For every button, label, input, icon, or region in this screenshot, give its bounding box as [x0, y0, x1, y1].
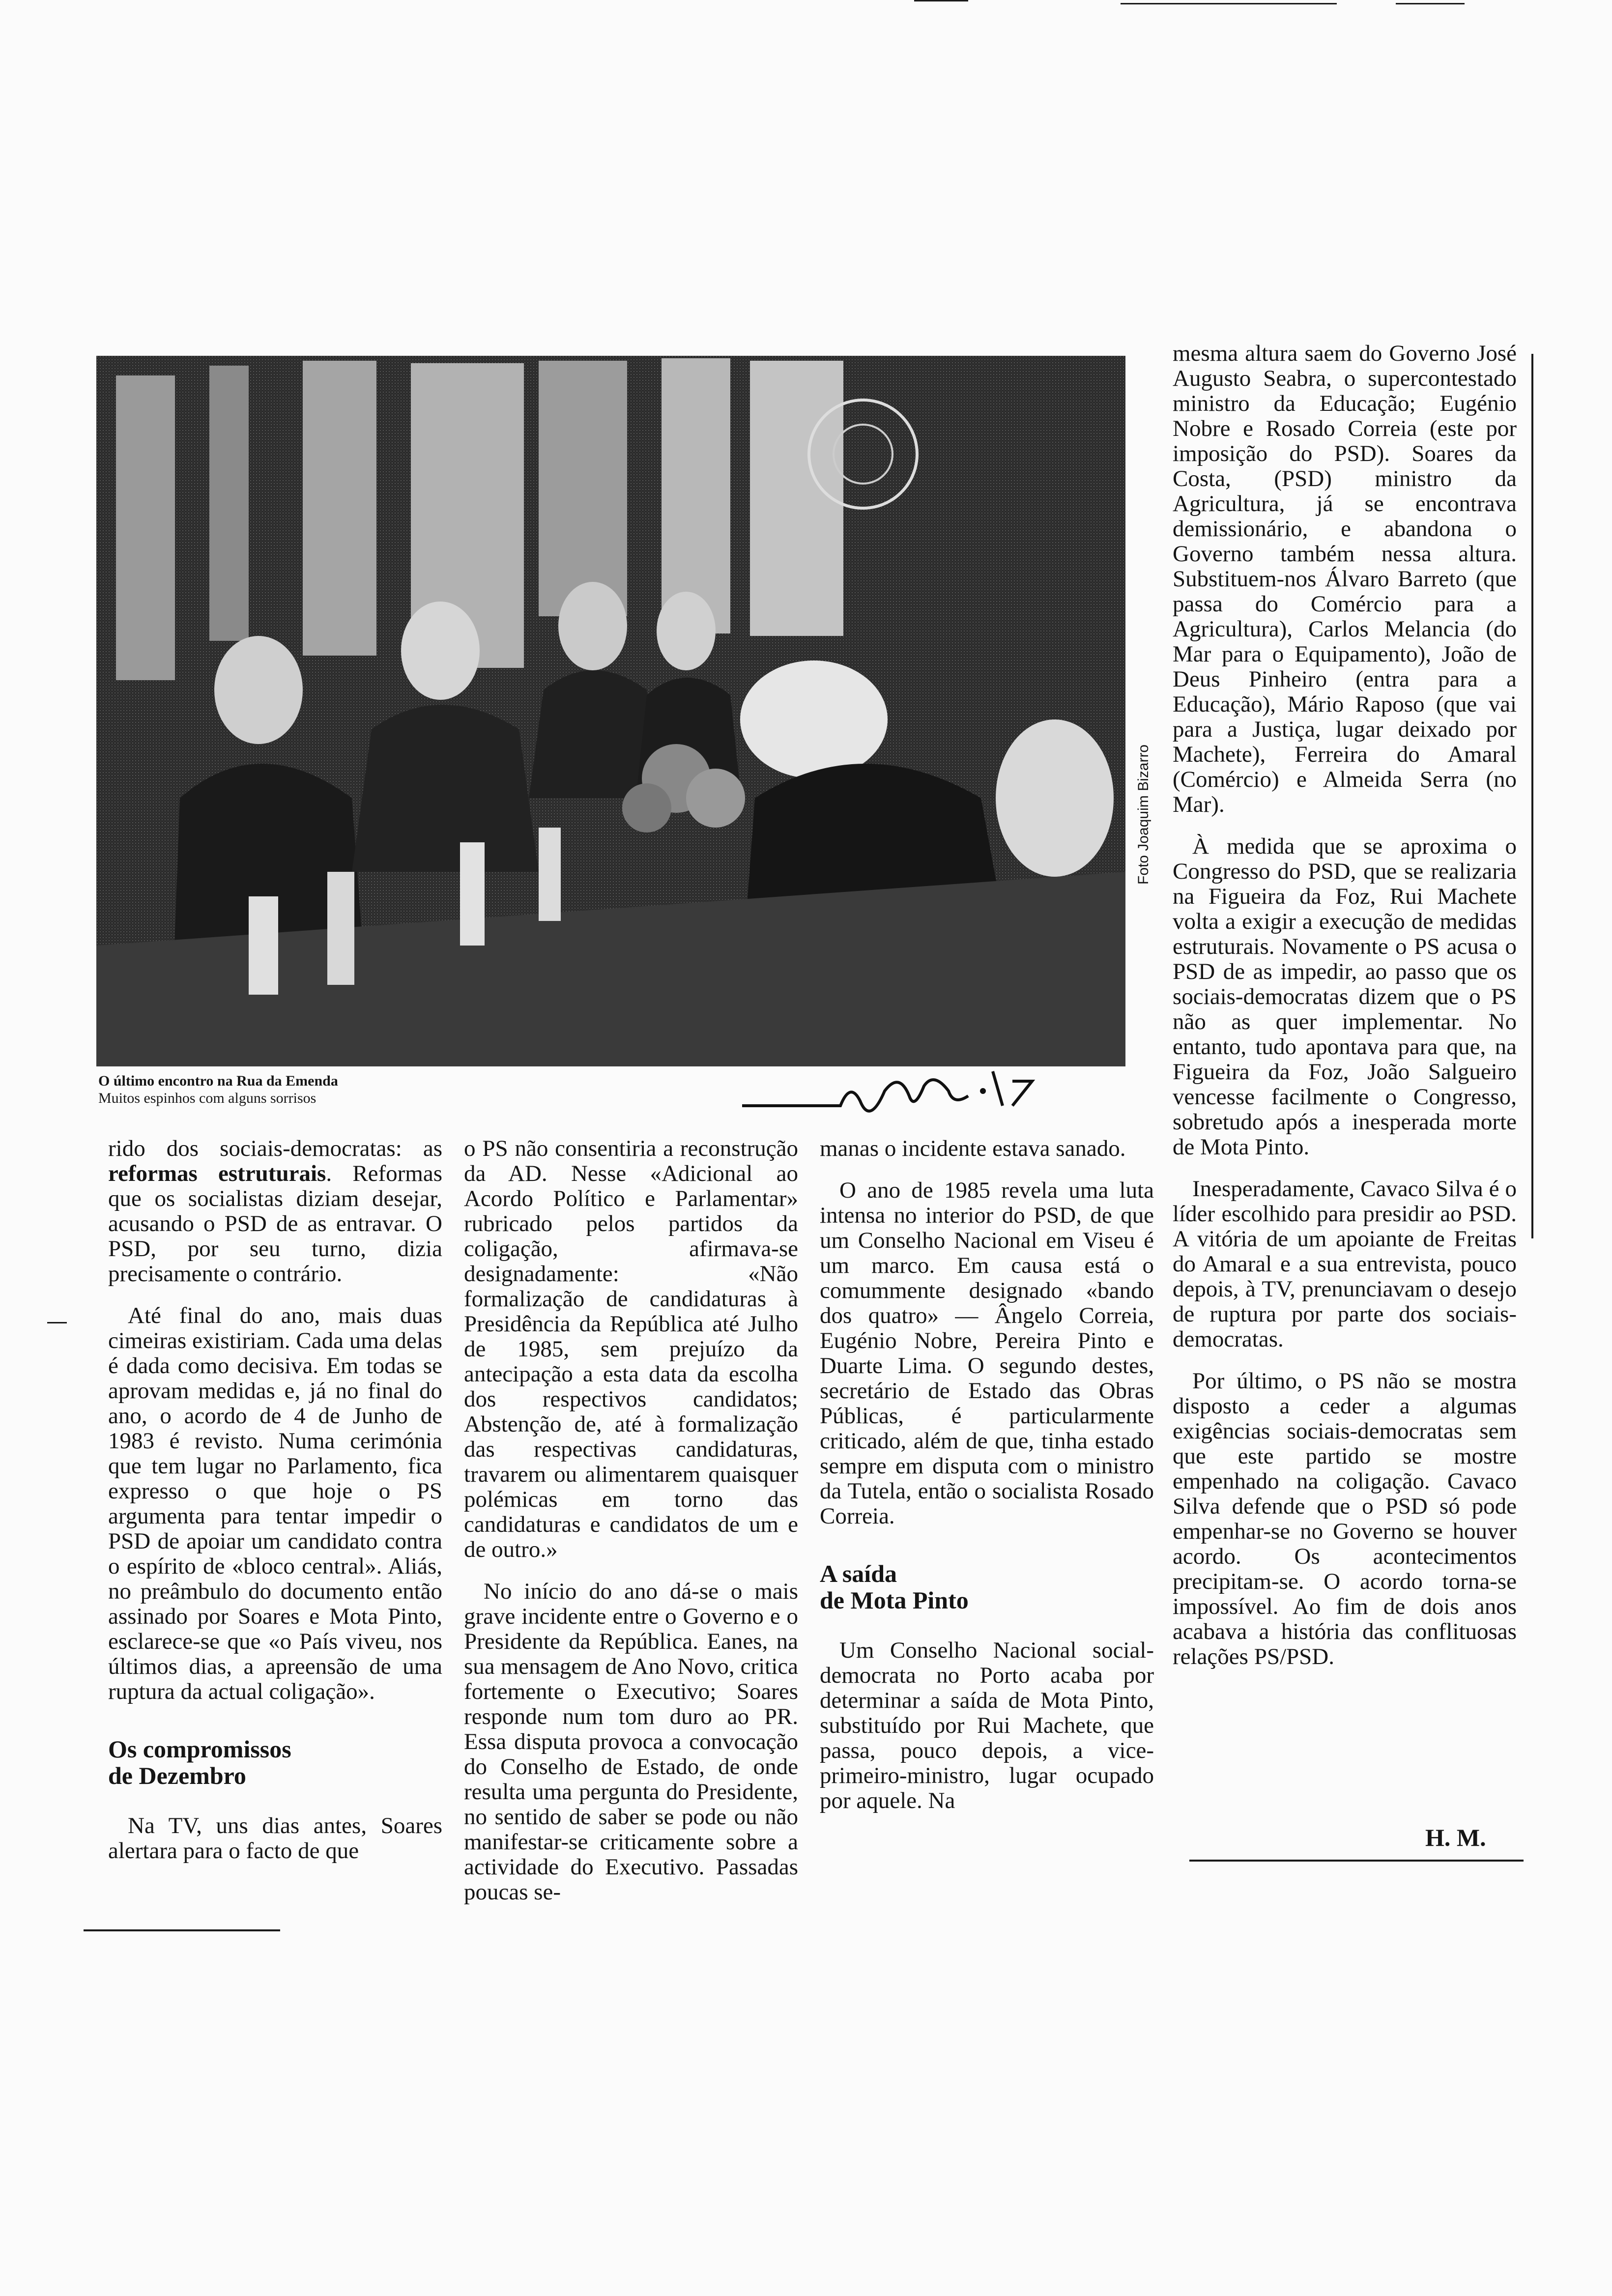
article-column-2: [464, 1136, 798, 1905]
col2-paragraph-2: No início do ano dá-se o mais grave incidente entre o Governo e o Presidente da República. Eanes, na sua mensagem de Ano Novo, critica fortemente o Executivo; Soares responde num tom duro ao PR. Essa disputa provoca a convocação do Conselho de Estado, de onde resulta uma pergunta do Presidente, no sentido de saber se pode ou não manifestar-se criticamente sobre a actividade do Executivo. Passadas poucas se-: [464, 1578, 798, 1905]
article-column-1: [108, 1136, 442, 1864]
author-initials: H. M.: [1425, 1824, 1486, 1851]
col1-paragraph-3: Na TV, uns dias antes, Soares alertara para o facto de que: [108, 1813, 442, 1864]
col1-paragraph-1: rido dos sociais-democratas: as reformas estruturais. Reformas que os socialistas diziam desejar, acusando o PSD de as entravar. O PSD, por seu turno, dizia precisamente o contrário.: [108, 1136, 442, 1287]
col4-paragraph-3: Inesperadamente, Cavaco Silva é o líder escolhido para presidir ao PSD. A vitória de um apoiante de Freitas do Amaral e a sua entrevista, pouco depois, à TV, prenunciavam o desejo de ruptura por parte dos sociais-democratas.: [1173, 1176, 1517, 1352]
subhead-saida: A saída de Mota Pinto: [820, 1560, 969, 1614]
column-rule-right: [1531, 354, 1533, 1238]
col3-paragraph-1: manas o incidente estava sanado.: [820, 1136, 1126, 1161]
keyword-reformas: reformas estruturais: [108, 1161, 326, 1186]
caption-subtitle: Muitos espinhos com alguns sorrisos: [98, 1090, 317, 1106]
col3-paragraph-2: O ano de 1985 revela uma luta intensa no interior do PSD, de que um Conselho Nacional em Viseu é um marco. Em causa está o comummente designado «bando dos quatro» — Ângelo Correia, Eugénio Nobre, Pereira Pinto e Duarte Lima. O segundo destes, secretário de Estado das Obras Públicas, é particularmente criticado, além de que, tinha estado sempre em disputa com o ministro da Tutela, então o socialista Rosado Correia.: [820, 1177, 1154, 1529]
col4-paragraph-1: mesma altura saem do Governo José Augusto Seabra, o supercontestado ministro da Educação; Eugénio Nobre e Rosado Correia (este por imposição do PSD). Soares da Costa, (PSD) ministro da Agricultura, já se encontrava demissionário, e abandona o Governo também nessa altura. Substituem-nos Álvaro Barreto (que passa do Comércio para a Agricultura), Carlos Melancia (do Mar para o Equipamento), João de Deus Pinheiro (entra para a Educação), Mário Raposo (que vai para a Justiça, lugar deixado por Machete), Ferreira do Amaral (Comércio) e Almeida Serra (no Mar).: [1173, 341, 1517, 817]
col3-paragraph-3: Um Conselho Nacional social-democrata no Porto acaba por determinar a saída de Mota Pinto, substituído por Rui Machete, que passa, pouco depois, a vice-primeiro-ministro, lugar ocupado por aquele. Na: [820, 1637, 1154, 1813]
scan-mark-top-1: [914, 0, 968, 1]
col1-paragraph-2: Até final do ano, mais duas cimeiras existiriam. Cada uma delas é dada como decisiva. Em todas se aprovam medidas e, já no final do ano, o acordo de 4 de Junho de 1983 é revisto. Numa cerimónia que tem lugar no Parlamento, fica expresso o que hoje o PS argumenta para tentar impedir o PSD de apoiar um candidato contra o espírito de «bloco central». Aliás, no preâmbulo do documento então assinado por Soares e Mota Pinto, esclarece-se que «o País viveu, nos últimos dias, a apreensão de uma ruptura da actual coligação».: [108, 1303, 442, 1704]
article-column-3: [820, 1136, 1154, 1813]
meeting-photo: [96, 356, 1125, 1066]
col4-paragraph-4: Por último, o PS não se mostra disposto a ceder a algumas exigências sociais-democratas sem que este partido se mostre empenhado na coligação. Cavaco Silva defende que o PSD só pode empenhar-se no Governo se houver acordo. Os acontecimentos precipitam-se. O acordo torna-se impossível. Ao fim de dois anos acabava a história das conflituosas relações PS/PSD.: [1173, 1368, 1517, 1669]
col2-paragraph-1: o PS não consentiria a reconstrução da AD. Nesse «Adicional ao Acordo Político e Parlamentar» rubricado pelos partidos da coligação, afirmava-se designadamente: «Não formalização de candidaturas à Presidência da República até Julho de 1985, sem prejuízo da antecipação a esta data da escolha dos respectivos candidatos; Abstenção de, até à formalização das respectivas candidaturas, travarem ou alimentarem quaisquer polémicas em torno das candidaturas e candidatos de um e de outro.»: [464, 1136, 798, 1562]
handwritten-signature: [737, 1052, 1081, 1125]
meeting-photo-illustration: [96, 356, 1125, 1066]
photo-caption: [98, 1072, 541, 1107]
scan-mark-top-2: [1121, 3, 1337, 4]
photo-credit: Foto Joaquim Bizarro: [1135, 744, 1151, 885]
caption-title: O último encontro na Rua da Emenda: [98, 1073, 338, 1089]
bottom-rule-left: [84, 1929, 280, 1931]
subhead-compromissos: Os compromissos de Dezembro: [108, 1735, 291, 1789]
bottom-rule-right: [1189, 1860, 1524, 1862]
article-column-4: [1173, 341, 1517, 1669]
scan-mark-top-3: [1396, 3, 1465, 4]
col4-paragraph-2: À medida que se aproxima o Congresso do PSD, que se realizaria na Figueira da Foz, Rui Machete volta a exigir a execução de medidas estruturais. Novamente o PS acusa o PSD de as impedir, ao passo que os sociais-democratas dizem que o PS não as quer implementar. No entanto, tudo apontava para que, na Figueira da Foz, João Salgueiro vencesse facilmente o Congresso, sobretudo após a inesperada morte de Mota Pinto.: [1173, 833, 1517, 1160]
margin-dash: [47, 1322, 67, 1323]
